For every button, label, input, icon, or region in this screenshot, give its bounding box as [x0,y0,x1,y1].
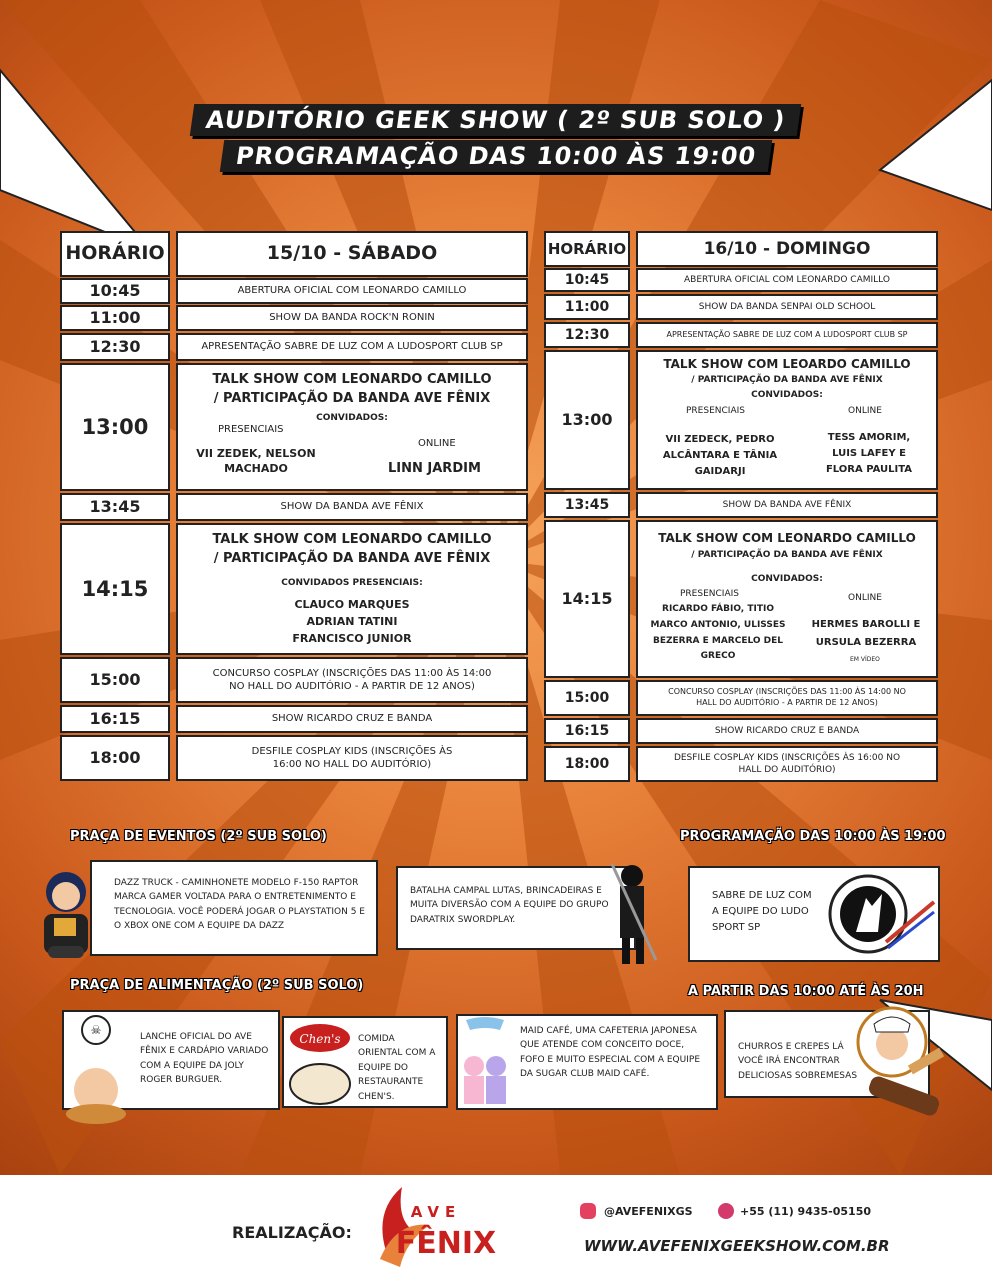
presential-names: VII ZEDEK, NELSON MACHADO [196,447,316,475]
presential-label: PRESENCIAIS [218,424,284,435]
sun-time-1300: 13:00 [544,350,630,490]
talk-title: TALK SHOW COM LEONARDO CAMILLO [212,372,492,387]
logo-top-text: AVE [410,1203,462,1221]
sat-time-header: HORÁRIO [60,231,170,277]
sun-event-cosplay: CONCURSO COSPLAY (INSCRIÇÕES DAS 11:00 ÀS 14:00 NO HALL DO AUDITÓRIO - A PARTIR DE 12 ANOS) [636,680,938,716]
event-card-daratrix [396,866,636,950]
phone-number[interactable]: +55 (11) 9435-05150 [740,1205,871,1218]
guests-label: CONVIDADOS: [316,413,388,423]
sun-event-opening: ABERTURA OFICIAL COM LEONARDO CAMILLO [636,268,938,292]
sat-time-1615: 16:15 [60,705,170,733]
sat-event-opening: ABERTURA OFICIAL COM LEONARDO CAMILLO [176,278,528,304]
talk-subtitle: / PARTICIPAÇÃO DA BANDA AVE FÊNIX [213,391,491,406]
card-text: DAZZ TRUCK - CAMINHONETE MODELO F-150 RAPTOR MARCA GAMER VOLTADA PARA O ENTRETENIMENTO E TECNOLOGIA. VOCÊ PODERÁ JOGAR O PLAYSTATION 5 E O XBOX ONE COM A EQUIPE DA DAZZ [114,878,365,932]
sun-event-avefenix: SHOW DA BANDA AVE FÊNIX [636,492,938,518]
sat-time-1800: 18:00 [60,735,170,781]
realizacao-label: REALIZAÇÃO: [232,1223,352,1242]
logo-bottom-text: FÊNIX [395,1226,496,1261]
sat-time-1500: 15:00 [60,657,170,703]
talk-title: TALK SHOW COM LEOARDO CAMILLO [663,357,911,371]
page-title [0,104,992,136]
guests-label: CONVIDADOS: [751,574,823,584]
sun-time-1615: 16:15 [544,718,630,744]
sun-talkshow-2 [636,520,938,678]
sat-time-1230: 12:30 [60,333,170,361]
talk-subtitle: / PARTICIPAÇÃO DA BANDA AVE FÊNIX [213,551,491,566]
presential-names: VII ZEDECK, PEDRO ALCÂNTARA E TÂNIA GAIDARJI [662,434,778,477]
sat-time-1415: 14:15 [60,523,170,655]
sun-time-1345: 13:45 [544,492,630,518]
page-subtitle [0,140,992,172]
talk-subtitle: / PARTICIPAÇÃO DA BANDA AVE FÊNIX [691,375,883,385]
guest-name: ADRIAN TATINI [306,615,398,628]
card-text: BATALHA CAMPAL LUTAS, BRINCADEIRAS E MUITA DIVERSÃO COM A EQUIPE DO GRUPO DARATRIX SWORDPLAY. [410,886,609,925]
talk-subtitle: / PARTICIPAÇÃO DA BANDA AVE FÊNIX [691,550,883,560]
card-text: MAID CAFÉ, UMA CAFETERIA JAPONESA QUE ATENDE COM CONCEITO DOCE, FOFO E MUITO ESPECIAL COM A EQUIPE DA SUGAR CLUB MAID CAFÉ. [520,1026,700,1080]
swordsman-character-illustration [606,860,662,970]
presential-label: PRESENCIAIS [686,406,745,416]
gamer-character-illustration [34,866,96,966]
sat-event-ricardocruz: SHOW RICARDO CRUZ E BANDA [176,705,528,733]
sun-time-header: HORÁRIO [544,231,630,267]
presential-names: RICARDO FÁBIO, TITIO MARCO ANTONIO, ULISSES BEZERRA E MARCELO DEL GRECO [650,604,786,662]
sat-event-cosplay: CONCURSO COSPLAY (INSCRIÇÕES DAS 11:00 ÀS 14:00 NO HALL DO AUDITÓRIO - A PARTIR DE 12 ANOS) [176,657,528,703]
sun-event-ricardocruz: SHOW RICARDO CRUZ E BANDA [636,718,938,744]
sat-time-1045: 10:45 [60,278,170,304]
food-plaza-schedule: A PARTIR DAS 10:00 ATÉ ÀS 20H [688,984,924,999]
card-text: COMIDA ORIENTAL COM A EQUIPE DO RESTAURANTE CHEN'S. [358,1034,436,1102]
card-text: SABRE DE LUZ COM A EQUIPE DO LUDO SPORT SP [712,890,812,933]
sun-time-1800: 18:00 [544,746,630,782]
instagram-icon [580,1203,596,1219]
sat-day-header: 15/10 - SÁBADO [176,231,528,277]
ludosport-logo [826,872,936,958]
sun-time-1230: 12:30 [544,322,630,348]
title-line-1: AUDITÓRIO GEEK SHOW ( 2º SUB SOLO ) [190,104,802,136]
card-text: CHURROS E CREPES LÁ VOCÊ IRÁ ENCONTRAR DELICIOSAS SOBREMESAS [738,1042,858,1081]
chens-logo [284,1018,356,1110]
title-line-2: PROGRAMAÇÃO DAS 10:00 ÀS 19:00 [220,140,773,172]
guests-label: CONVIDADOS PRESENCIAIS: [281,578,423,588]
sun-event-sabre: APRESENTAÇÃO SABRE DE LUZ COM A LUDOSPORT CLUB SP [636,322,938,348]
online-names: TESS AMORIM, LUIS LAFEY E FLORA PAULITA [825,432,913,475]
online-note: EM VÍDEO [850,656,880,663]
sat-time-1100: 11:00 [60,305,170,331]
sun-event-cosplaykids: DESFILE COSPLAY KIDS (INSCRIÇÕES ÀS 16:00 NO HALL DO AUDITÓRIO) [636,746,938,782]
guests-label: CONVIDADOS: [751,390,823,400]
sun-day-header: 16/10 - DOMINGO [636,231,938,267]
online-names: HERMES BAROLLI E URSULA BEZERRA [811,619,921,648]
sat-talkshow-2 [176,523,528,655]
talk-title: TALK SHOW COM LEONARDO CAMILLO [212,532,492,547]
jollyroger-logo [56,1012,136,1128]
online-label: ONLINE [418,438,456,449]
sugarclub-logo [456,1014,514,1108]
online-label: ONLINE [848,593,882,603]
sat-time-1345: 13:45 [60,493,170,521]
ave-fenix-logo [366,1181,496,1273]
yummy-chocolate-logo [844,1002,948,1120]
sat-talkshow-1 [176,363,528,491]
event-card-dazz [90,860,378,956]
events-plaza-schedule: PROGRAMAÇÃO DAS 10:00 ÀS 19:00 [680,829,946,844]
sat-event-rocknronin: SHOW DA BANDA ROCK'N RONIN [176,305,528,331]
whatsapp-icon [718,1203,734,1219]
sun-talkshow-1 [636,350,938,490]
online-label: ONLINE [848,406,882,416]
sun-time-1415: 14:15 [544,520,630,678]
sat-event-cosplaykids: DESFILE COSPLAY KIDS (INSCRIÇÕES ÀS 16:00 NO HALL DO AUDITÓRIO) [176,735,528,781]
sun-time-1100: 11:00 [544,294,630,320]
footer [0,1175,992,1280]
sat-event-avefenix: SHOW DA BANDA AVE FÊNIX [176,493,528,521]
talk-title: TALK SHOW COM LEONARDO CAMILLO [658,531,916,545]
presential-label: PRESENCIAIS [680,589,739,599]
online-names: LINN JARDIM [388,461,481,476]
chens-logo-text: Chen's [299,1032,341,1046]
sun-time-1500: 15:00 [544,680,630,716]
sat-time-1300: 13:00 [60,363,170,491]
card-text: LANCHE OFICIAL DO AVE FÊNIX E CARDÁPIO VARIADO COM A EQUIPE DA JOLY ROGER BURGUER. [140,1032,269,1086]
sun-time-1045: 10:45 [544,268,630,292]
food-plaza-title: PRAÇA DE ALIMENTAÇÃO (2º SUB SOLO) [70,978,364,993]
sat-event-sabre: APRESENTAÇÃO SABRE DE LUZ COM A LUDOSPORT CLUB SP [176,333,528,361]
guest-name: CLAUCO MARQUES [294,598,410,611]
svg-text:☠: ☠ [90,1023,102,1037]
events-plaza-title: PRAÇA DE EVENTOS (2º SUB SOLO) [70,829,327,844]
guest-name: FRANCISCO JUNIOR [292,632,412,645]
sun-event-senpai: SHOW DA BANDA SENPAI OLD SCHOOL [636,294,938,320]
instagram-handle[interactable]: @AVEFENIXGS [604,1205,693,1218]
website-link[interactable]: WWW.AVEFENIXGEEKSHOW.COM.BR [584,1237,890,1255]
